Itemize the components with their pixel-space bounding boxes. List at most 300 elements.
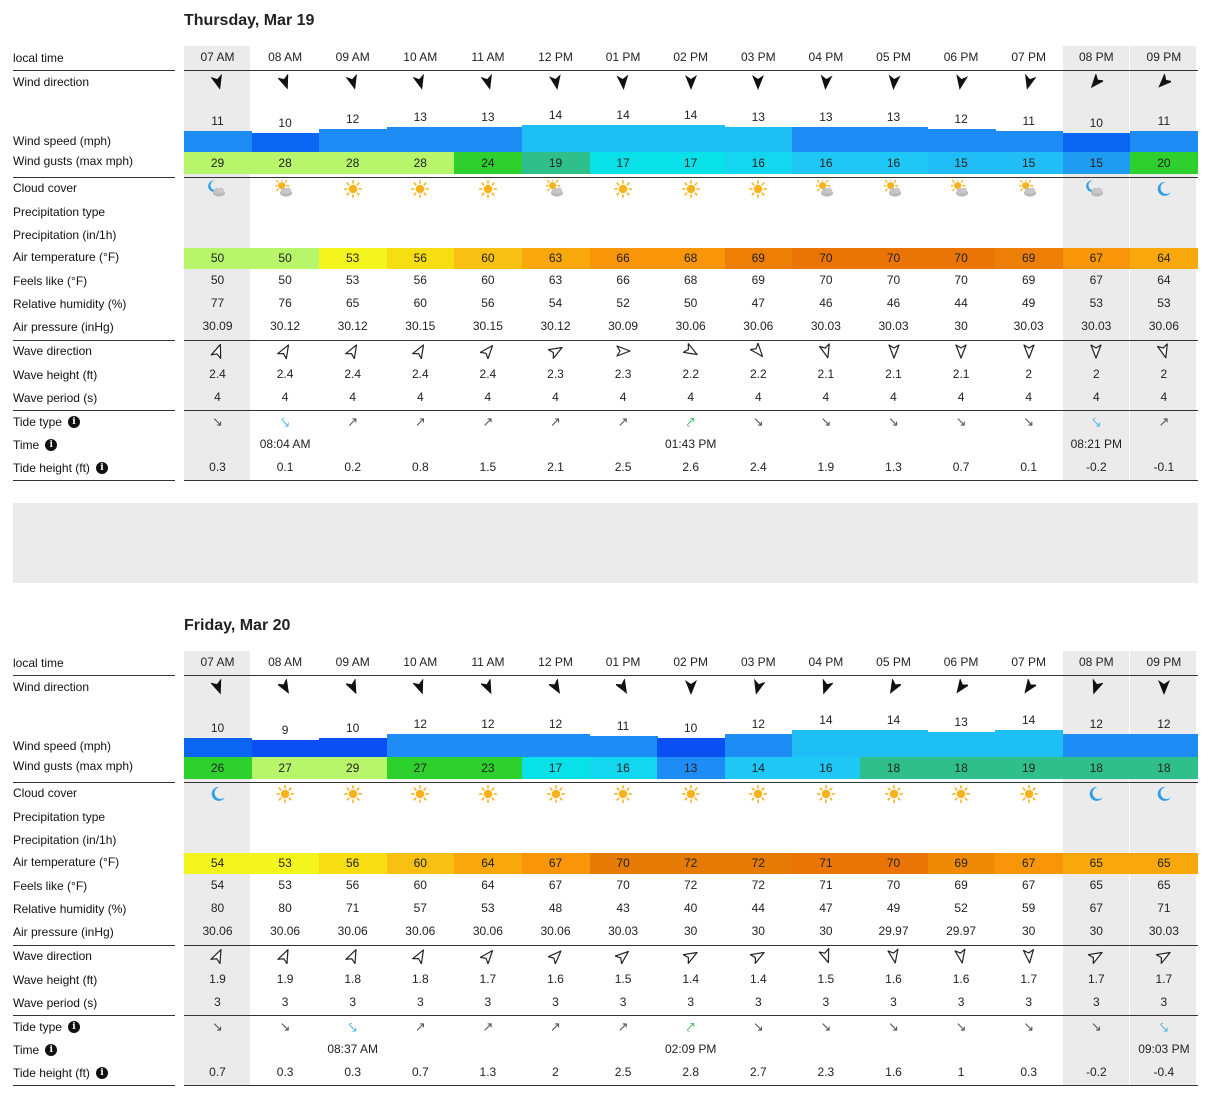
hour-header: 09 PM <box>1146 50 1182 64</box>
moon-icon <box>1130 785 1197 806</box>
row-label-text: Precipitation (in/1h) <box>13 228 117 242</box>
row-label-text: Time <box>13 1043 40 1057</box>
feels-like-value: 60 <box>413 878 427 892</box>
wind-gust-value: 18 <box>1089 761 1103 775</box>
wave-direction-icon <box>928 948 995 964</box>
feels-like-value: 65 <box>1089 878 1103 892</box>
row-divider <box>13 70 175 71</box>
wind-speed-value: 13 <box>819 110 833 124</box>
day-forecast <box>0 0 1211 490</box>
wind-speed-value: 11 <box>1022 114 1035 128</box>
info-icon[interactable]: i <box>68 416 80 428</box>
row-label-text: Air temperature (°F) <box>13 855 120 869</box>
wind-speed-bar <box>319 129 387 152</box>
wind-speed-bar <box>657 738 725 757</box>
row-label-text: Wave period (s) <box>13 391 98 405</box>
wave-height-value: 2.4 <box>411 367 429 381</box>
feels-like-value: 63 <box>548 273 563 287</box>
row-label-text: Tide type <box>13 1020 62 1034</box>
low-tide-icon: ⤥ <box>281 414 290 430</box>
wind-speed-value: 14 <box>886 713 901 727</box>
tide-height-value: 0.7 <box>952 460 970 474</box>
sun-icon <box>319 785 386 806</box>
air-temperature-value: 64 <box>1157 251 1171 265</box>
tide-trend-icon: ↗ <box>617 1019 629 1034</box>
feels-like-value: 50 <box>278 273 292 287</box>
row-label-text: Wave period (s) <box>13 996 98 1010</box>
wave-direction-icon <box>1063 343 1130 359</box>
row-label-cloud-cover <box>13 785 175 801</box>
tide-trend-icon: ↗ <box>347 414 359 429</box>
tide-time-value: 08:37 AM <box>327 1042 379 1056</box>
pressure-value: 30.06 <box>675 319 706 333</box>
row-divider <box>184 410 1198 411</box>
wind-direction-icon <box>725 74 792 90</box>
wind-speed-value: 14 <box>684 108 698 122</box>
air-temperature-value: 71 <box>819 856 833 870</box>
tide-trend-icon: ↗ <box>482 1019 494 1034</box>
wind-gust-value: 27 <box>278 761 292 775</box>
humidity-value: 46 <box>819 296 833 310</box>
sun-cloud-icon <box>860 180 927 201</box>
humidity-value: 47 <box>751 296 765 310</box>
wind-gust-value: 20 <box>1157 156 1171 170</box>
tide-trend-icon: ↘ <box>1090 1019 1102 1034</box>
moon-cloud-icon <box>1063 180 1130 201</box>
row-label-text: Wind gusts (max mph) <box>13 759 134 773</box>
row-label-text: Wind speed (mph) <box>13 134 112 148</box>
wind-gust-value: 17 <box>684 156 698 170</box>
air-temperature-value: 53 <box>278 856 292 870</box>
tide-trend-icon: ↗ <box>482 414 494 429</box>
air-temperature-value: 69 <box>1022 251 1036 265</box>
feels-like-value: 65 <box>1157 878 1171 892</box>
tide-trend-icon: ↗ <box>617 414 629 429</box>
wave-period-value: 4 <box>1092 390 1100 404</box>
row-label-text: Air pressure (inHg) <box>13 925 114 939</box>
humidity-value: 48 <box>548 901 563 915</box>
hour-header: 02 PM <box>673 655 709 669</box>
hour-header: 07 AM <box>200 655 235 669</box>
wave-period-value: 3 <box>822 995 830 1009</box>
tide-height-value: 2.7 <box>749 1065 767 1079</box>
pressure-value: 30.06 <box>202 924 233 938</box>
pressure-value: 30.12 <box>270 319 301 333</box>
row-label-local-time <box>13 50 175 66</box>
row-label-text: Feels like (°F) <box>13 274 88 288</box>
row-label-text: local time <box>13 51 64 65</box>
row-label-tide-height <box>13 1065 175 1081</box>
row-label-text: Wind gusts (max mph) <box>13 154 134 168</box>
air-temperature-value: 63 <box>548 251 563 265</box>
row-label-humidity <box>13 901 175 917</box>
tide-trend-icon: ↗ <box>414 1019 426 1034</box>
wind-direction-icon <box>1130 74 1197 90</box>
info-icon[interactable]: i <box>96 462 108 474</box>
sun-icon <box>590 785 657 806</box>
feels-like-value: 70 <box>886 878 901 892</box>
pressure-value: 30.03 <box>1081 319 1112 333</box>
wind-speed-value: 14 <box>1022 713 1036 727</box>
feels-like-value: 69 <box>751 273 765 287</box>
wind-speed-bar <box>928 129 996 152</box>
wind-speed-bar <box>792 127 860 152</box>
air-temperature-value: 70 <box>954 251 968 265</box>
wind-gust-value: 14 <box>751 761 765 775</box>
humidity-value: 49 <box>1022 296 1036 310</box>
tide-trend-icon: ↘ <box>1023 1019 1035 1034</box>
humidity-value: 46 <box>886 296 901 310</box>
air-temperature-value: 65 <box>1089 856 1103 870</box>
row-label-feels-like <box>13 273 175 289</box>
row-divider <box>13 1015 175 1016</box>
wind-gust-value: 15 <box>954 156 968 170</box>
wind-speed-bar <box>792 730 860 757</box>
wave-period-value: 3 <box>890 995 897 1009</box>
wind-speed-value: 13 <box>886 110 901 124</box>
moon-icon <box>1063 785 1130 806</box>
row-label-wave-height <box>13 972 175 988</box>
sun-icon <box>860 785 927 806</box>
row-label-text: Wind speed (mph) <box>13 739 112 753</box>
wave-period-value: 3 <box>349 995 357 1009</box>
tide-height-value: -0.2 <box>1085 460 1107 474</box>
low-tide-icon: ⤥ <box>1159 1019 1168 1035</box>
sun-icon <box>387 180 454 201</box>
feels-like-value: 66 <box>616 273 630 287</box>
air-temperature-value: 60 <box>413 856 427 870</box>
wave-height-value: 2 <box>1160 367 1168 381</box>
wind-speed-value: 12 <box>346 112 360 126</box>
wave-period-value: 4 <box>754 390 762 404</box>
wave-period-value: 4 <box>890 390 897 404</box>
pressure-value: 30 <box>1089 924 1103 938</box>
humidity-value: 53 <box>1089 296 1103 310</box>
humidity-value: 80 <box>278 901 292 915</box>
row-divider <box>184 1015 1198 1016</box>
feels-like-value: 70 <box>886 273 901 287</box>
feels-like-value: 56 <box>346 878 360 892</box>
wind-speed-value: 10 <box>346 721 360 735</box>
tide-height-value: 1.9 <box>817 460 835 474</box>
row-label-text: Precipitation type <box>13 810 106 824</box>
wind-speed-value: 11 <box>211 114 224 128</box>
wind-speed-bar <box>522 734 590 757</box>
wave-direction-icon <box>1130 343 1197 359</box>
sun-icon <box>725 785 792 806</box>
pressure-value: 29.97 <box>878 924 909 938</box>
pressure-value: 30.06 <box>405 924 436 938</box>
wind-speed-value: 13 <box>481 110 495 124</box>
tide-height-value: 0.2 <box>344 460 362 474</box>
tide-height-value: 2.6 <box>682 460 700 474</box>
feels-like-value: 72 <box>684 878 698 892</box>
wave-height-value: 2.3 <box>547 367 564 381</box>
feels-like-value: 70 <box>954 273 968 287</box>
row-label-wave-height <box>13 367 175 383</box>
wind-speed-value: 13 <box>413 110 427 124</box>
air-temperature-value: 67 <box>548 856 563 870</box>
wave-period-value: 3 <box>1092 995 1100 1009</box>
info-icon[interactable]: i <box>68 1021 80 1033</box>
humidity-value: 80 <box>210 901 225 915</box>
row-divider <box>184 177 1198 178</box>
wave-period-value: 3 <box>754 995 762 1009</box>
row-label-text: Tide type <box>13 415 62 429</box>
wind-direction-icon <box>657 679 724 695</box>
wave-period-value: 3 <box>619 995 627 1009</box>
hour-header: 11 AM <box>471 50 505 64</box>
row-label-text: Air pressure (inHg) <box>13 320 114 334</box>
feels-like-value: 68 <box>684 273 698 287</box>
humidity-value: 71 <box>1157 901 1171 915</box>
pressure-value: 29.97 <box>946 924 977 938</box>
hour-header: 06 PM <box>943 50 979 64</box>
wind-gust-value: 28 <box>413 156 427 170</box>
sun-icon <box>657 785 724 806</box>
row-divider <box>13 410 175 411</box>
hour-header: 08 AM <box>268 50 303 64</box>
row-label-wave-period <box>13 390 175 406</box>
tide-height-value: 2 <box>552 1065 559 1079</box>
wind-speed-bar <box>184 738 252 757</box>
row-label-precip <box>13 227 175 243</box>
hour-header: 09 AM <box>335 655 370 669</box>
tide-height-value: 0.8 <box>411 460 429 474</box>
row-label-wind-speed <box>13 738 175 754</box>
air-temperature-value: 70 <box>886 856 901 870</box>
row-divider <box>184 480 1198 481</box>
feels-like-value: 71 <box>819 878 833 892</box>
air-temperature-value: 70 <box>819 251 833 265</box>
humidity-value: 53 <box>481 901 495 915</box>
tide-height-value: 0.3 <box>276 1065 294 1079</box>
wave-period-value: 3 <box>214 995 221 1009</box>
wind-speed-value: 12 <box>481 717 495 731</box>
wind-gust-value: 18 <box>1157 761 1171 775</box>
wave-height-value: 2.1 <box>817 367 835 381</box>
row-label-wave-direction <box>13 343 175 359</box>
wind-gust-value: 27 <box>413 761 427 775</box>
wave-period-value: 4 <box>957 390 965 404</box>
wave-height-value: 2.4 <box>344 367 362 381</box>
humidity-value: 52 <box>616 296 630 310</box>
wind-gust-value: 24 <box>481 156 495 170</box>
sun-cloud-icon <box>522 180 589 201</box>
tide-height-value: 2.5 <box>614 1065 632 1079</box>
humidity-value: 76 <box>278 296 292 310</box>
air-temperature-value: 50 <box>210 251 225 265</box>
wind-speed-value: 10 <box>684 721 698 735</box>
feels-like-value: 69 <box>1022 273 1036 287</box>
humidity-value: 54 <box>548 296 563 310</box>
wind-gust-value: 29 <box>346 761 360 775</box>
wave-direction-icon <box>387 948 454 964</box>
wind-gust-value: 18 <box>886 761 901 775</box>
wind-speed-bar <box>860 730 928 757</box>
pressure-value: 30.09 <box>202 319 233 333</box>
row-label-text: Air temperature (°F) <box>13 250 120 264</box>
row-label-wave-direction <box>13 948 175 964</box>
wave-height-value: 2 <box>1025 367 1033 381</box>
wave-height-value: 2.3 <box>614 367 632 381</box>
air-temperature-value: 53 <box>346 251 360 265</box>
wave-height-value: 1.6 <box>885 972 902 986</box>
hour-header: 07 AM <box>200 50 235 64</box>
tide-trend-icon: ↘ <box>820 1019 832 1034</box>
tide-height-value: -0.1 <box>1153 460 1175 474</box>
wave-period-value: 3 <box>281 995 289 1009</box>
moon-cloud-icon <box>184 180 251 201</box>
row-label-text: Wind direction <box>13 75 90 89</box>
hour-header: 09 AM <box>335 50 370 64</box>
sun-icon <box>590 180 657 201</box>
humidity-value: 44 <box>954 296 968 310</box>
tide-trend-icon: ↘ <box>888 414 899 429</box>
wave-height-value: 1.9 <box>276 972 294 986</box>
wind-speed-value: 12 <box>751 717 765 731</box>
row-divider <box>13 480 175 481</box>
row-label-text: Wave direction <box>13 344 92 358</box>
wind-speed-bar <box>1130 734 1198 757</box>
info-icon[interactable]: i <box>96 1067 108 1079</box>
air-temperature-value: 56 <box>413 251 427 265</box>
air-temperature-value: 67 <box>1089 251 1103 265</box>
row-label-text: Relative humidity (%) <box>13 297 127 311</box>
wind-speed-bar <box>725 734 793 757</box>
row-label-feels-like <box>13 878 175 894</box>
wind-gust-value: 18 <box>954 761 968 775</box>
tide-time-value: 08:21 PM <box>1070 437 1122 451</box>
pressure-value: 30.06 <box>337 924 368 938</box>
wind-direction-icon <box>792 679 859 695</box>
hour-header: 08 PM <box>1078 50 1114 64</box>
humidity-value: 53 <box>1157 296 1171 310</box>
wind-speed-value: 10 <box>1089 116 1103 130</box>
wave-period-value: 3 <box>687 995 695 1009</box>
wind-direction-icon <box>522 74 589 90</box>
info-icon[interactable]: i <box>45 439 57 451</box>
row-divider <box>13 177 175 178</box>
air-temperature-value: 72 <box>684 856 698 870</box>
row-divider <box>13 782 175 783</box>
tide-height-value: 2.5 <box>614 460 632 474</box>
wind-gust-value: 16 <box>886 156 901 170</box>
wave-direction-icon <box>792 948 859 964</box>
wave-height-value: 1.5 <box>817 972 835 986</box>
row-label-text: Wave direction <box>13 949 92 963</box>
row-label-text: Relative humidity (%) <box>13 902 127 916</box>
humidity-value: 67 <box>1089 901 1103 915</box>
wind-gust-value: 16 <box>751 156 765 170</box>
tide-trend-icon: ↘ <box>888 1019 899 1034</box>
sun-icon <box>387 785 454 806</box>
wave-height-value: 1.6 <box>952 972 970 986</box>
wind-speed-value: 11 <box>1157 114 1171 128</box>
hour-header: 07 PM <box>1011 50 1047 64</box>
air-temperature-value: 69 <box>751 251 765 265</box>
wind-speed-value: 14 <box>819 713 833 727</box>
wave-period-value: 4 <box>484 390 492 404</box>
hour-header: 12 PM <box>538 655 573 669</box>
info-icon[interactable]: i <box>45 1044 57 1056</box>
wave-direction-icon <box>725 948 792 964</box>
wind-speed-value: 12 <box>413 717 427 731</box>
row-label-air-temp <box>13 249 175 265</box>
wind-speed-value: 11 <box>616 719 630 733</box>
wind-speed-bar <box>1063 133 1131 152</box>
wind-speed-bar <box>387 734 455 757</box>
wind-direction-icon <box>454 679 521 695</box>
tide-trend-icon: ↗ <box>550 1019 561 1034</box>
sun-cloud-icon <box>252 180 319 201</box>
wave-height-value: 1.5 <box>614 972 632 986</box>
wind-speed-bar <box>995 730 1063 757</box>
humidity-value: 44 <box>751 901 765 915</box>
wind-speed-bar <box>319 738 387 757</box>
wind-gust-value: 13 <box>684 761 698 775</box>
wind-speed-bar <box>454 734 522 757</box>
wave-period-value: 3 <box>957 995 965 1009</box>
feels-like-value: 64 <box>1157 273 1171 287</box>
wave-direction-icon <box>1063 948 1130 964</box>
row-label-humidity <box>13 296 175 312</box>
humidity-value: 65 <box>346 296 360 310</box>
hour-header: 05 PM <box>876 50 911 64</box>
low-tide-icon: ⤥ <box>348 1019 357 1035</box>
row-divider <box>184 945 1198 946</box>
feels-like-value: 70 <box>819 273 833 287</box>
wind-gust-value: 19 <box>1022 761 1036 775</box>
air-temperature-value: 72 <box>751 856 765 870</box>
wind-gust-value: 23 <box>481 761 495 775</box>
sun-icon <box>657 180 724 201</box>
wind-direction-icon <box>725 679 792 695</box>
wave-period-value: 4 <box>552 390 559 404</box>
wave-height-value: 2.4 <box>276 367 294 381</box>
tide-height-value: 2.3 <box>817 1065 835 1079</box>
row-label-text: Wind direction <box>13 680 90 694</box>
wind-direction-icon <box>387 74 454 90</box>
row-label-wave-period <box>13 995 175 1011</box>
tide-height-value: -0.2 <box>1085 1065 1107 1079</box>
feels-like-value: 56 <box>413 273 427 287</box>
tide-height-value: 0.1 <box>276 460 294 474</box>
sun-icon <box>454 785 521 806</box>
tide-height-value: 2.4 <box>749 460 767 474</box>
air-temperature-value: 60 <box>481 251 495 265</box>
row-label-precip-type <box>13 809 175 825</box>
hour-header: 10 AM <box>403 655 438 669</box>
moon-icon <box>184 785 251 806</box>
tide-height-value: 2.8 <box>682 1065 700 1079</box>
feels-like-value: 60 <box>481 273 495 287</box>
pressure-value: 30.03 <box>878 319 909 333</box>
air-temperature-value: 68 <box>684 251 698 265</box>
row-divider <box>13 1085 175 1086</box>
wind-direction-icon <box>184 74 251 90</box>
wind-speed-bar <box>252 133 320 152</box>
wind-gust-value: 17 <box>548 761 563 775</box>
tide-height-value: 2.1 <box>547 460 564 474</box>
wave-period-value: 4 <box>281 390 289 404</box>
tide-time-value: 02:09 PM <box>665 1042 717 1056</box>
tide-trend-icon: ↘ <box>752 1019 764 1034</box>
wind-direction-icon <box>319 74 386 90</box>
feels-like-value: 70 <box>616 878 630 892</box>
wave-direction-icon <box>860 948 927 964</box>
wind-speed-bar <box>657 125 725 152</box>
